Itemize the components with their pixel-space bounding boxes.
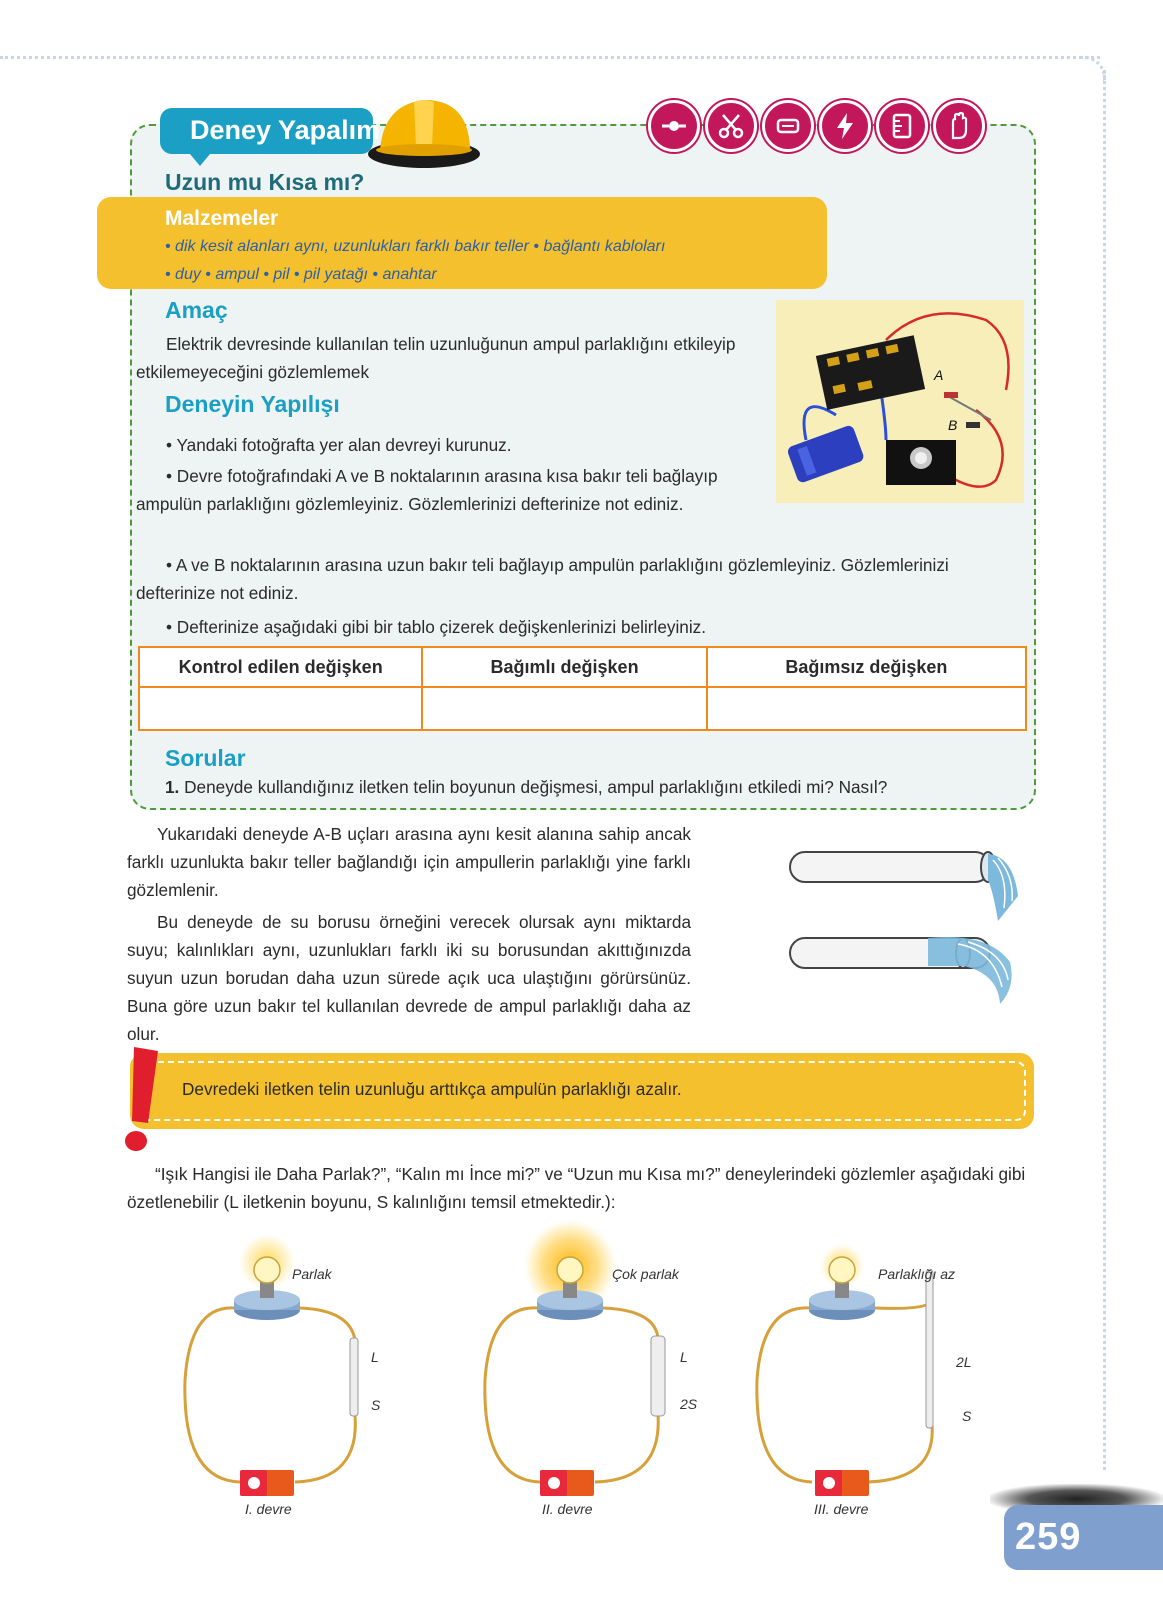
wire-sample [651, 1336, 665, 1416]
note-text: Devredeki iletken telin uzunluğu arttıkça ampulün parlaklığı azalır. [182, 1079, 682, 1099]
summary-text: “Işık Hangisi ile Daha Parlak?”, “Kalın mı İnce mi?” ve “Uzun mu Kısa mı?” deneylerindeki gözlemler aşağıdaki gibi özetlenebilir (L iletkenin boyunu, S kalınlığını temsil etmektedir.): [127, 1164, 1026, 1212]
circuit-3-caption: III. devre [814, 1501, 869, 1517]
procedure-step-2: • Devre fotoğrafındaki A ve B noktalarının arasına kısa bakır teli bağlayıp ampulün parlaklığını gözlemleyiniz. Gözlemlerinizi defterinize not ediniz. [136, 466, 718, 514]
circuit-1-caption: I. devre [245, 1501, 292, 1517]
question-1-text: Deneyde kullandığınız iletken telin boyunun değişmesi, ampul parlaklığını etkiledi mi? Nasıl? [184, 777, 888, 797]
circuit-2-brightness: Çok parlak [612, 1266, 679, 1282]
materials-line-2: • duy • ampul • pil • pil yatağı • anahtar [165, 266, 437, 283]
circuit-1-thickness: S [371, 1397, 381, 1413]
page-right-border [1103, 70, 1106, 1470]
question-1 [165, 773, 1035, 801]
electric-icon [819, 100, 871, 152]
body-paragraph-1: Yukarıdaki deneyde A-B uçları arasına aynı kesit alanına sahip ancak farklı uzunlukta bakır teller bağlandığı için ampullerin parlaklığı yine farklı gözlemlenir. [127, 824, 691, 900]
tool-icons-row [648, 100, 985, 152]
page-number: 259 [1015, 1516, 1082, 1558]
wire-sample [926, 1270, 933, 1428]
materials-line-1: • dik kesit alanları aynı, uzunlukları farklı bakır teller • bağlantı kabloları [165, 238, 666, 255]
circuit-2 [485, 1220, 698, 1496]
table-cell-empty [707, 687, 1026, 730]
glove-icon [933, 100, 985, 152]
measure-icon [876, 100, 928, 152]
circuit-3-brightness: Parlaklığı az [878, 1266, 956, 1282]
experiment-header-label: Deney Yapalım [190, 115, 381, 145]
wire-sample [350, 1338, 358, 1416]
question-1-number: 1. [165, 777, 180, 797]
questions-title: Sorular [165, 745, 246, 771]
body-paragraph-2: Bu deneyde de su borusu örneğini verecek olursak aynı miktarda suyu; kalınlıkları aynı, uzunlukları farklı iki su borusundan akıttığınızda suyun uzun borudan daha uzun sürede açık uca ulaştığını görürsünüz. Buna göre uzun bakır tel kullanılan devrede de ampul parlaklığı daha az olur. [127, 912, 691, 1044]
circuit-photo [776, 300, 1024, 503]
aim-text: Elektrik devresinde kullanılan telin uzunluğunun ampul parlaklığını etkileyip etkilemeyeceğini gözlemlemek [136, 334, 736, 382]
circuit-2-caption: II. devre [542, 1501, 593, 1517]
circuit-3 [757, 1244, 972, 1496]
procedure-step-3: • A ve B noktalarının arasına uzun bakır teli bağlayıp ampulün parlaklığını gözlemleyiniz. Gözlemlerinizi defterinize not ediniz. [136, 555, 949, 603]
circuit-1-brightness: Parlak [292, 1266, 332, 1282]
exclamation-icon [112, 1043, 172, 1153]
connection-icon [648, 100, 700, 152]
scissors-icon [705, 100, 757, 152]
circuit-1 [185, 1234, 381, 1496]
procedure-step-1: • Yandaki fotoğrafta yer alan devreyi kurunuz. [166, 435, 512, 455]
circuit-2-thickness: 2S [680, 1396, 698, 1412]
table-header-controlled: Kontrol edilen değişken [139, 647, 422, 687]
table-header-independent: Bağımsız değişken [707, 647, 1026, 687]
tape-icon [762, 100, 814, 152]
circuit-2-length: L [680, 1349, 688, 1365]
circuits-diagram [170, 1230, 1050, 1517]
page-top-border [0, 56, 1100, 59]
table-cell-empty [422, 687, 706, 730]
table-header-dependent: Bağımlı değişken [422, 647, 706, 687]
photo-label-a: A [934, 367, 944, 383]
photo-label-b: B [948, 417, 958, 433]
helmet-icon [362, 92, 482, 172]
aim-title: Amaç [165, 297, 228, 323]
circuit-3-length: 2L [956, 1354, 972, 1370]
bulb [254, 1257, 280, 1283]
long-pipe-illustration [788, 932, 1018, 1012]
materials-title: Malzemeler [165, 207, 279, 230]
short-pipe-illustration [788, 846, 1018, 926]
procedure-step-4: • Defterinize aşağıdaki gibi bir tablo çizerek değişkenlerinizi belirleyiniz. [166, 617, 707, 637]
bulb [829, 1257, 855, 1283]
table-cell-empty [139, 687, 422, 730]
experiment-title: Uzun mu Kısa mı? [165, 169, 365, 195]
procedure-title: Deneyin Yapılışı [165, 391, 340, 417]
circuit-3-thickness: S [962, 1408, 972, 1424]
bulb [557, 1257, 583, 1283]
circuit-1-length: L [371, 1349, 379, 1365]
variables-table [138, 646, 1027, 731]
